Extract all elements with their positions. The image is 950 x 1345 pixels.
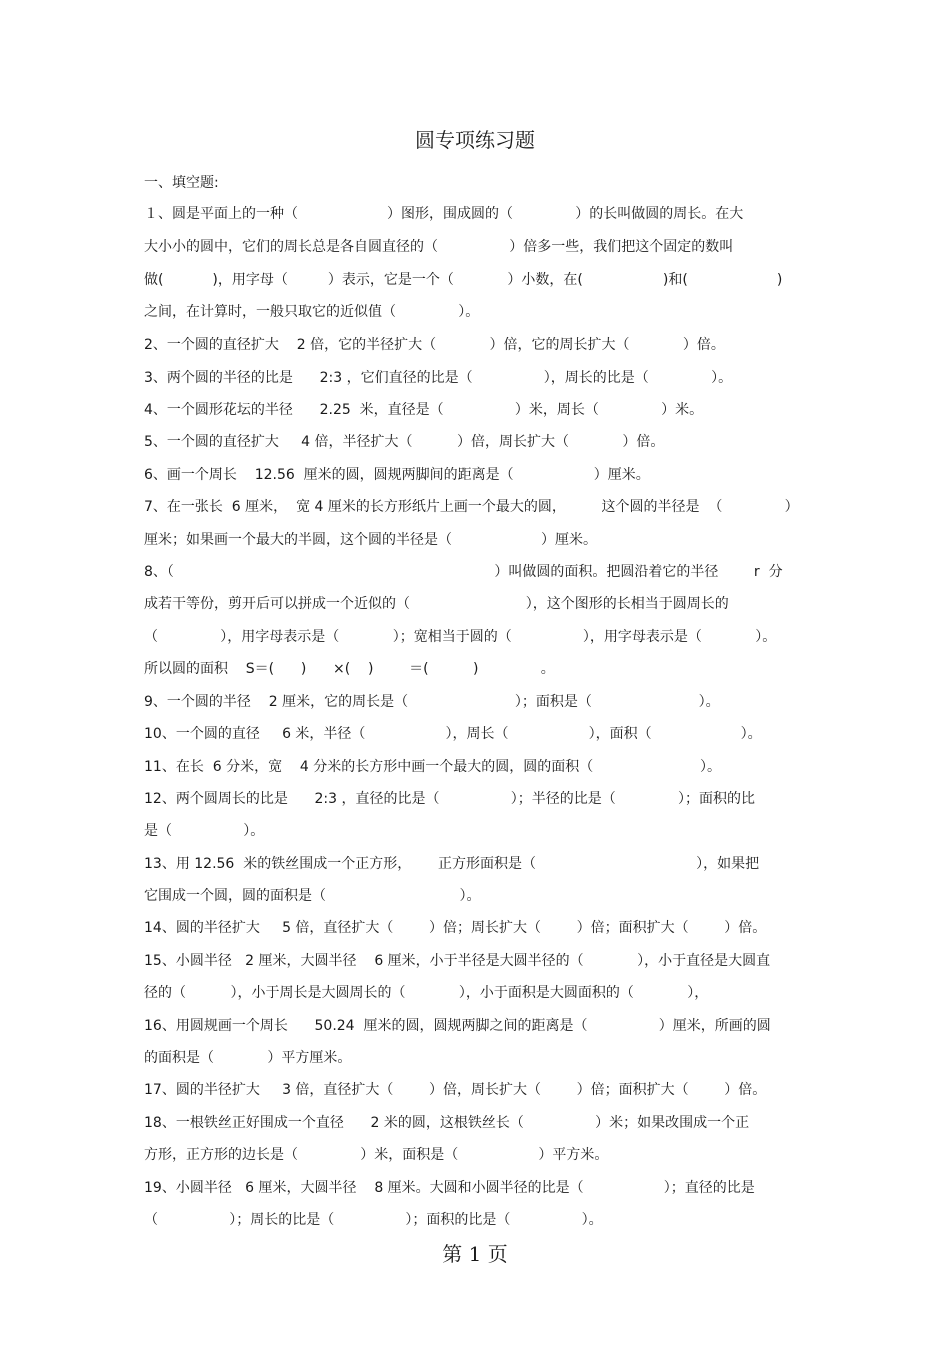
question-line: 成若干等份，剪开后可以拼成一个近似的（ ），这个图形的长相当于圆周长的 bbox=[144, 596, 729, 612]
question-line: 15、小圆半径 2 厘米，大圆半径 6 厘米，小于半径是大圆半径的（ ），小于直径是大圆直 bbox=[144, 953, 771, 969]
question-line: 径的（ ），小于周长是大圆周长的（ ），小于面积是大圆面积的（ ）， bbox=[144, 985, 709, 1001]
question-line: 14、圆的半径扩大 5 倍，直径扩大（ ）倍；周长扩大（ ）倍；面积扩大（ ）倍。 bbox=[144, 920, 767, 936]
question-line: 10、一个圆的直径 6 米，半径（ ），周长（ ），面积（ ）。 bbox=[144, 726, 762, 742]
question-line: 所以圆的面积 S＝( ) ×( ) ＝( ) 。 bbox=[144, 661, 555, 677]
question-line: 方形，正方形的边长是（ ）米，面积是（ ）平方米。 bbox=[144, 1147, 609, 1163]
question-line: 18、一根铁丝正好围成一个直径 2 米的圆，这根铁丝长（ ）米；如果改围成一个正 bbox=[144, 1115, 750, 1131]
question-line: 是（ ）。 bbox=[144, 823, 265, 839]
page-title: 圆专项练习题 bbox=[415, 128, 535, 152]
section-heading: 一、填空题: bbox=[144, 175, 219, 191]
question-line: 5、一个圆的直径扩大 4 倍，半径扩大（ ）倍，周长扩大（ ）倍。 bbox=[144, 434, 665, 450]
question-line: 3、两个圆的半径的比是 2:3 ，它们直径的比是（ ），周长的比是（ ）。 bbox=[144, 370, 733, 386]
question-line: 2、一个圆的直径扩大 2 倍，它的半径扩大（ ）倍，它的周长扩大（ ）倍。 bbox=[144, 337, 725, 353]
question-line: 做( )，用字母（ ）表示，它是一个（ ）小数，在( )和( ) bbox=[144, 272, 783, 288]
question-line: １、圆是平面上的一种（ ）图形，围成圆的（ ）的长叫做圆的周长。在大 bbox=[144, 206, 744, 222]
question-line: 13、用 12.56 米的铁丝围成一个正方形， 正方形面积是（ ），如果把 bbox=[144, 856, 760, 872]
question-line: （ ）；周长的比是（ ）；面积的比是（ ）。 bbox=[144, 1212, 603, 1228]
question-line: 17、圆的半径扩大 3 倍，直径扩大（ ）倍，周长扩大（ ）倍；面积扩大（ ）倍。 bbox=[144, 1082, 767, 1098]
question-line: 它围成一个圆，圆的面积是（ ）。 bbox=[144, 888, 481, 904]
question-line: 19、小圆半径 6 厘米，大圆半径 8 厘米。大圆和小圆半径的比是（ ）；直径的比是 bbox=[144, 1180, 755, 1196]
question-line: 4、一个圆形花坛的半径 2.25 米，直径是（ ）米，周长（ ）米。 bbox=[144, 402, 704, 418]
question-line: 9、一个圆的半径 2 厘米，它的周长是（ ）；面积是（ ）。 bbox=[144, 694, 720, 710]
question-line: 的面积是（ ）平方厘米。 bbox=[144, 1050, 352, 1066]
question-line: 之间，在计算时，一般只取它的近似值（ ）。 bbox=[144, 304, 480, 320]
question-line: 11、在长 6 分米，宽 4 分米的长方形中画一个最大的圆，圆的面积（ ）。 bbox=[144, 759, 722, 775]
page-number: 第 1 页 bbox=[442, 1242, 508, 1266]
question-line: 6、画一个周长 12.56 厘米的圆，圆规两脚间的距离是（ ）厘米。 bbox=[144, 467, 650, 483]
question-line: 大小小的圆中，它们的周长总是各自圆直径的（ ）倍多一些，我们把这个固定的数叫 bbox=[144, 239, 734, 255]
question-line: 厘米；如果画一个最大的半圆，这个圆的半径是（ ）厘米。 bbox=[144, 532, 598, 548]
question-line: 12、两个圆周长的比是 2:3 ，直径的比是（ ）；半径的比是（ ）；面积的比 bbox=[144, 791, 756, 807]
question-line: 8、（ ）叫做圆的面积。把圆沿着它的半径 r 分 bbox=[144, 564, 783, 580]
question-line: （ ），用字母表示是（ ）；宽相当于圆的（ ），用字母表示是（ ）。 bbox=[144, 629, 777, 645]
question-line: 16、用圆规画一个周长 50.24 厘米的圆，圆规两脚之间的距离是（ ）厘米，所画的圆 bbox=[144, 1018, 771, 1034]
question-line: 7、在一张长 6 厘米， 宽 4 厘米的长方形纸片上画一个最大的圆， 这个圆的半径是 （ ） bbox=[144, 499, 799, 515]
